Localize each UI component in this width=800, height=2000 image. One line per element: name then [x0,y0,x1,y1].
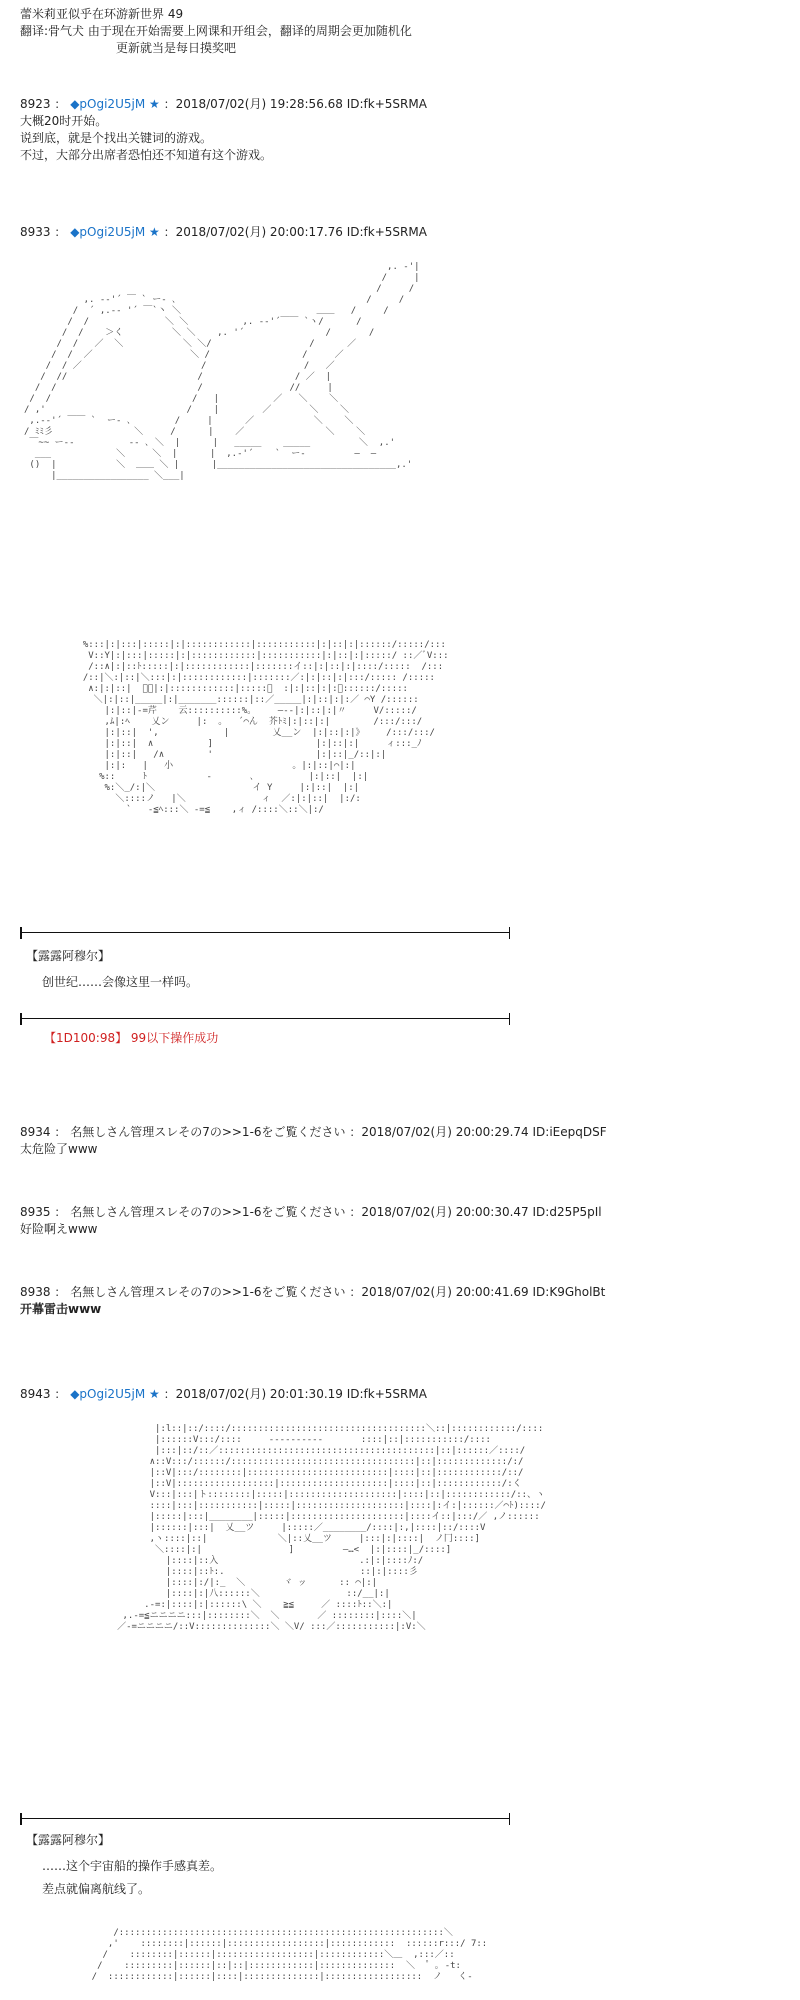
scene-divider-top [20,932,510,933]
dice-roll [44,1030,218,1047]
scene-divider-top [20,1818,510,1819]
post-8938 [20,1284,780,1318]
post-header: 8923 ： ◆pOgi2U5jM ★ ：2018/07/02(月) 19:28:56.68 ID:fk+5SRMA [20,97,427,111]
post-meta: ：2018/07/02(月) 20:00:17.76 ID:fk+5SRMA [163,225,427,239]
post-meta: ：2018/07/02(月) 20:00:41.69 ID:K9GholBt [349,1285,606,1299]
post-header: 8943 ： ◆pOgi2U5jM ★ ：2018/07/02(月) 20:01:30.19 ID:fk+5SRMA [20,1387,427,1401]
speaker-name: 【露露阿穆尔】 [26,949,111,963]
character-ascii-art-2: |:l::|::/::::/::::::::::::::::::::::::::::::::::::＼::|::::::::::::/:::: |::::::V:::/:::: ‐‐‐‐‐‐‐‐‐‐ ::::|::|:::::::::::/:::: |:::|::/::／::::::::::::::::::::::::::::::::::::::::|::|::::::／::::/ ∧::V:::/::::::/::::::::::::::::::::::::::::::::::|::|:::::::::::::/:/ |::V|:::/::::::::|::::::::::::::::::::::::::|::::|::|::::::::::::/::/ |::V|::::::::::::::::::|::::::::::::::::::::|::::|::|::::::::::::/:く V:::|:::|ト::::::::|:::::|::::::::::::::::::::|::::|::|::::::::::::/::、ヽ ::::|:::|:::::::::::|:::::|::::::::::::::::::::|::::|:イ:|::::::／⌒ﾄ)::::/ |:::::|:::|________|:::::|:::::::::::::::::::::|::::イ::|:::/／ ,ノ:::::: |::::::|:::| 乂__ツ |:::::／________/::::|:,|::::|::/::::V ,ヽ::::|::| ＼|::乂__ツ |:::|:|::::| ノ冂::::] ＼::::|:| ] ―…< |:|::::|_/::::] |::::|::入 .:|:|::::ﾉ:/ |::::|::ﾄ:. ::|:|::::彡 |::::|:/|:_ ＼ ヾ ッ :: ⌒|:| |::::|:|八::::::＼ ::/__|:| .-=:|::::|:|::::::\ ＼ ≧≦ ／ ::::ﾄ::＼:| ,.-=≦ニニニニ:::|::::::::＼ ＼ ／ ::::::::|::::＼| ／-=ニニニニ/::V::::::::::::::＼ ＼V/ :::／:::::::::::|:V:＼ [117,1424,546,1632]
poster-name: 名無しさん管理スレその7の>>1-6をご覧ください [70,1205,346,1219]
post-header: 8934 ： 名無しさん管理スレその7の>>1-6をご覧ください ：2018/07/02(月) 20:00:29.74 ID:iEepqDSF [20,1125,607,1139]
dice-text: 99以下操作成功 [130,1031,219,1045]
poster-trip: ◆pOgi2U5jM [70,97,146,111]
partial-ascii-art: /::::::::::::::::::::::::::::::::::::::::::::::::::::::::::::＼ ,' ::::::::|::::::|::::::::::::::::::|:::::::::::: ::::::r:::/ 7:: / ::::::::|::::::|::::::::::::::::::|::::::::::::＼＿ ,:::／:: / :::::::::|::::::|::|::|::::::::::::|:::::::::::::: ＼ ゜｡ ‐t: / ::::::::::::|::::::|::::|::::::::::::::|:::::::::::::::::: ノ く‐ [91,1928,488,1982]
star-icon: ★ [149,1387,160,1401]
post-8923 [20,96,780,164]
character-ascii-art-1: %:::|:|:::|:::::|:|::::::::::::|:::::::::::|:|::|:|::::::/:::::/::: V::Y|:|:::|:::::|:|::::::::::::|:::::::::::|:|::|:|:::::/ ::／ﾞV::: /::∧|:|::ﾄ:::::|:|::::::::::::|:::::::イ::|:|::|:|::::/::::: /::: /::|＼:|::|＼:::|:|::::::::::::|:::::::／:|:|::|:|:::/::::: /::::: ∧:|:|::| ﾟ。|:|::::::::::::|:::::／ :|:|::|:|:。::::::/::::: ＼|:|::|_____|:|_______::::::|::／_____|:|::|:|:／ ⌒Y /:::::: |:|::|-=芹 云::::::::::%。 ―‐-|:|::|:|〃 V/:::::/ ,ﾑ|:ﾍ 乂ン |: 。 ´⌒ん 芥ﾄﾐ|:|::|:| /:::/:::/ |:|::| ', | 乂__ン |:|::|:|》 /:::/:::/ |:|::| ∧ ] |:|::|:| ィ:::_ﾉ |:|::| /∧ ' |:|::|_/::|:| |:|: | 小 。|:|::|⌒|:| %:: ﾄ - ､ |:|::| |:| %:＼_/:|＼ イ Y |:|::| |:| ＼::::ノ |＼ ィ ／:|:|::| |:/: ` -≦ﾍ:::＼ -=≦ ,ィ /::::＼::＼|:/ [82,640,449,815]
star-icon: ★ [149,225,160,239]
post-body-line: 好险啊えwww [20,1222,98,1236]
post-meta: ：2018/07/02(月) 20:00:29.74 ID:iEepqDSF [349,1125,607,1139]
scene-divider-bottom [20,1018,510,1019]
post-8933 [20,224,780,241]
post-8943 [20,1386,780,1403]
translator-note: 翻译:骨气犬 由于现在开始需要上网课和开组会，翻译的周期会更加随机化 [20,24,412,38]
post-meta: ：2018/07/02(月) 20:01:30.19 ID:fk+5SRMA [163,1387,427,1401]
poster-name: 名無しさん管理スレその7の>>1-6をご覧ください [70,1285,346,1299]
poster-trip: ◆pOgi2U5jM [70,225,146,239]
post-body-line: 说到底，就是个找出关键词的游戏。 [20,131,213,145]
dice-result: 【1D100:98】 [44,1031,128,1045]
spaceship-ascii-art: ,. -'| / | / / ,. -‐'´ ￣ ` ー- ､ / / / ´ ,.-‐ '´ ￣`丶 ＼ ＿＿ / / / / ＼ ＼ ,. -‐'´￣￣ `ヽ/ / / / ＞く ＼ ＼ ,. '´ / / / / ／ ＼ ＼ ＼/ / ／ / / ／ ＼ / / ／ / / ／ / / ／ / // / / ／ | / / / // | / / / | ／ ＼ ＼ / ,' / | ／ ＼ ＼ ,.-‐'´ ￣￣ ` ー- ､ / | ／ ＼ ＼ / ﾐﾐ彡 ＼ / | ／ ＼ ＼ ￣~~ ー-- ‐- ､ ＼ | | _____ _____ ＼ ,.' ___ ＼ ＼ | | ,.-'´ ` ー- ― ― () | ＼ ＿＿ ＼ | |_________________________________,.' |_________________ ＼___| [24,262,420,481]
speech-line: 创世纪……会像这里一样吗。 [42,975,199,989]
poster-name: 名無しさん管理スレその7の>>1-6をご覧ください [70,1125,346,1139]
post-8934 [20,1124,780,1158]
post-header: 8938 ： 名無しさん管理スレその7の>>1-6をご覧ください ：2018/07/02(月) 20:00:41.69 ID:K9GholBt [20,1285,606,1299]
intro [20,6,780,57]
chapter-title: 蕾米莉亚似乎在环游新世界 49 [20,7,184,21]
post-number[interactable]: 8938 [20,1285,51,1299]
post-header: 8935 ： 名無しさん管理スレその7の>>1-6をご覧ください ：2018/07/02(月) 20:00:30.47 ID:d25P5pIl [20,1205,602,1219]
post-meta: ：2018/07/02(月) 20:00:30.47 ID:d25P5pIl [349,1205,602,1219]
post-header: 8933 ： ◆pOgi2U5jM ★ ：2018/07/02(月) 20:00:17.76 ID:fk+5SRMA [20,225,427,239]
post-body-line: 大概20时开始。 [20,114,108,128]
post-body-line: 开幕雷击www [20,1302,102,1316]
post-number[interactable]: 8933 [20,225,51,239]
post-number[interactable]: 8923 [20,97,51,111]
post-number[interactable]: 8935 [20,1205,51,1219]
post-body-line: 太危险了www [20,1142,98,1156]
post-8935 [20,1204,780,1238]
poster-trip: ◆pOgi2U5jM [70,1387,146,1401]
star-icon: ★ [149,97,160,111]
speaker-name: 【露露阿穆尔】 [26,1833,111,1847]
speech-line: 差点就偏离航线了。 [42,1882,151,1896]
update-note: 更新就当是每日摸奖吧 [116,41,237,55]
post-body-line: 不过，大部分出席者恐怕还不知道有这个游戏。 [20,148,273,162]
post-meta: ：2018/07/02(月) 19:28:56.68 ID:fk+5SRMA [163,97,427,111]
post-number[interactable]: 8934 [20,1125,51,1139]
post-number[interactable]: 8943 [20,1387,51,1401]
speech-line: ……这个宇宙船的操作手感真差。 [42,1859,223,1873]
